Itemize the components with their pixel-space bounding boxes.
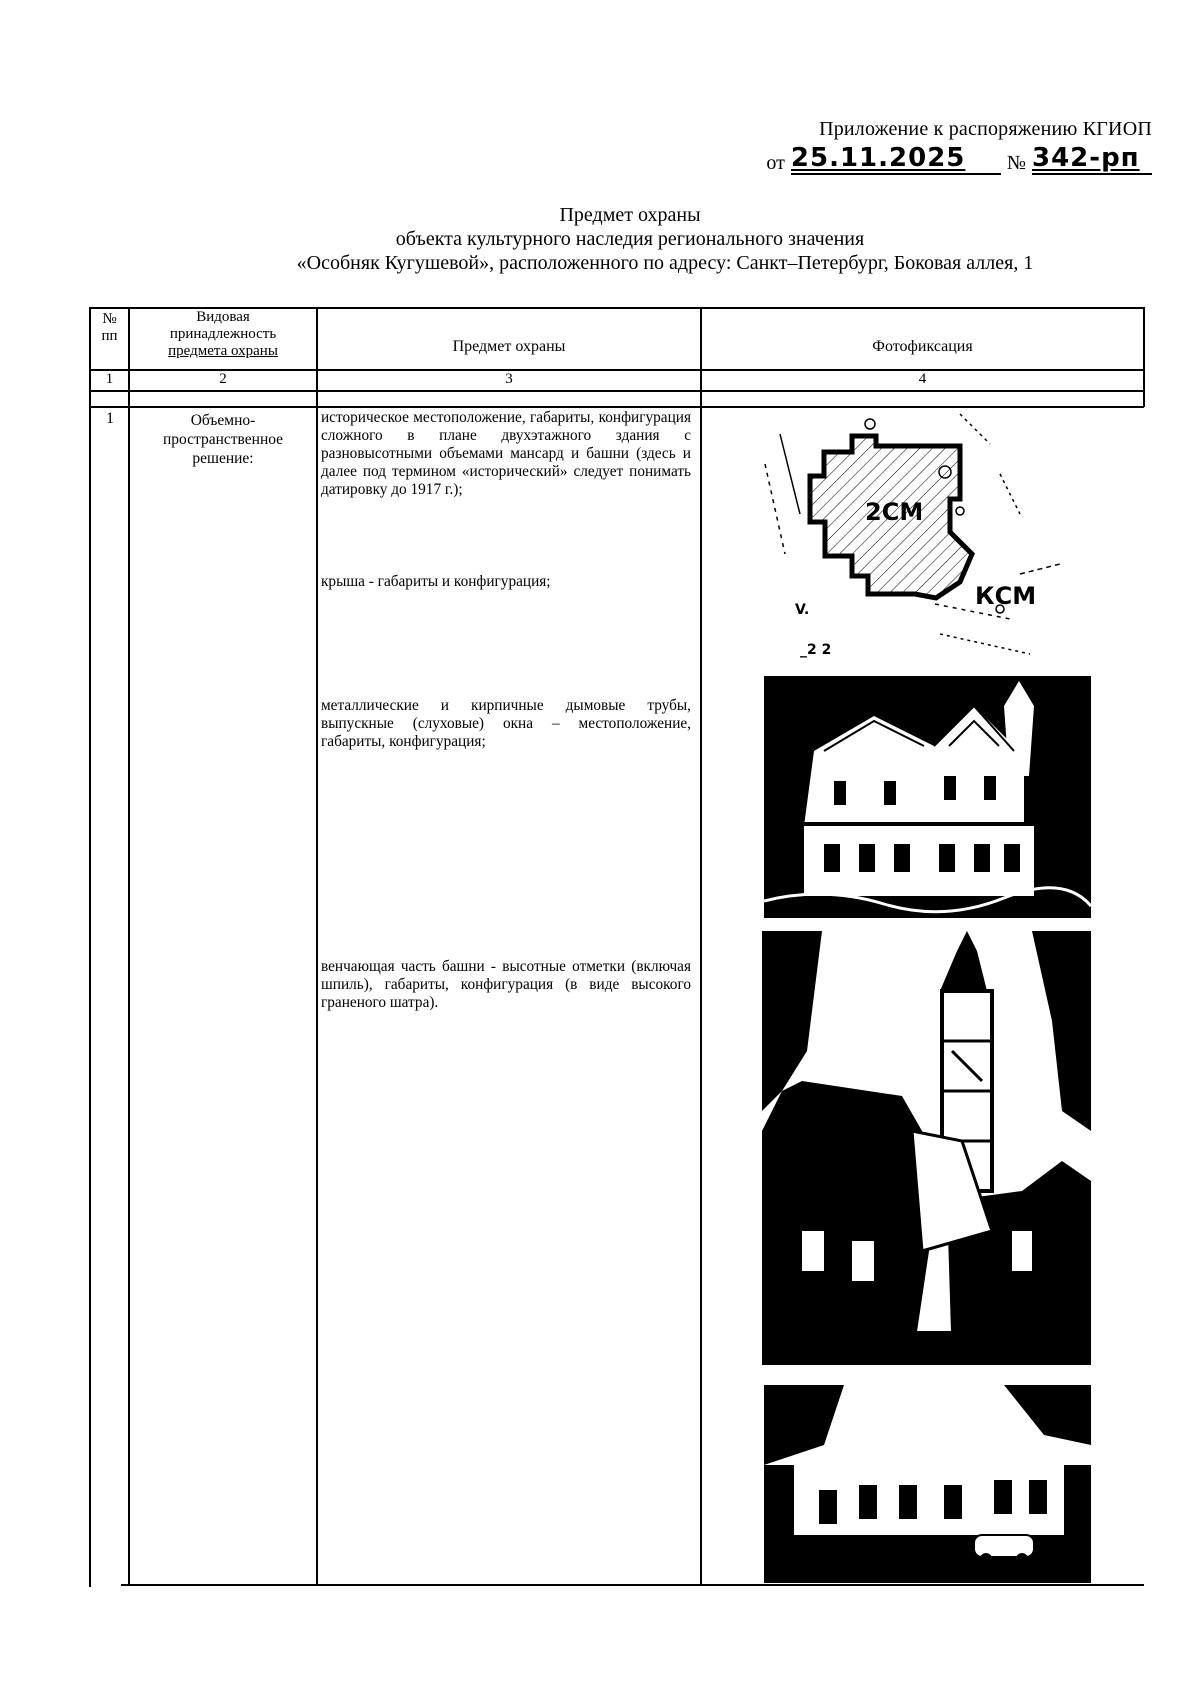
subject-item-roof: крыша - габариты и конфигурация; [321, 573, 551, 590]
header-kind: Видовая принадлежность предмета охраны [168, 309, 278, 359]
tower-photo [762, 931, 1091, 1365]
col-number-3: 3 [505, 371, 513, 387]
order-date-number [732, 143, 1152, 175]
order-reference [732, 118, 1152, 175]
plan-label-main: 2СМ [865, 498, 924, 526]
col-divider-3 [700, 307, 702, 1584]
header-num: № пп [101, 311, 118, 344]
number-label: № [1006, 152, 1026, 174]
building-photo [764, 676, 1091, 918]
header-subject: Предмет охраны [452, 338, 566, 355]
col-number-1: 1 [105, 371, 114, 387]
col-divider-2 [316, 307, 318, 1584]
col-number-4: 4 [918, 371, 927, 387]
table-left-border [89, 307, 91, 1587]
table-right-border [1143, 307, 1145, 407]
table-bottom-border [121, 1584, 1144, 1586]
table-colnum-bottom [89, 390, 1144, 392]
row-kind: Объемно- пространственное решение: [162, 412, 284, 467]
col-divider-1 [128, 307, 130, 1584]
header-photo: Фотофиксация [872, 338, 973, 355]
from-label: от [766, 152, 785, 174]
plan-scheme-image [760, 404, 1090, 660]
subject-item-location: историческое местоположение, габариты, конфигурация сложного в плане двухэтажного здания с разновысотными объемами мансард и башни (здесь и далее под термином «исторический» следует понимать датировку до 1917 г.); [321, 409, 691, 498]
plan-label-side: КСМ [975, 582, 1037, 610]
title-line-2: объекта культурного наследия регионального значения [395, 228, 865, 250]
svg-text:V.: V. [795, 602, 810, 618]
title-line-3: «Особняк Кугушевой», расположенного по адресу: Санкт–Петербург, Боковая аллея, 1 [296, 252, 1034, 274]
appendix-title: Приложение к распоряжению КГИОП [819, 118, 1152, 140]
title-line-1: Предмет охраны [559, 204, 701, 226]
row-number: 1 [106, 410, 114, 427]
facade-photo [764, 1385, 1091, 1583]
plan-label-bottom: _2 2 [800, 642, 832, 658]
subject-item-tower-top: венчающая часть башни - высотные отметки (включая шпиль), габариты, конфигурация (в виде высокого граненого шатра). [321, 958, 691, 1011]
subject-item-chimneys: металлические и кирпичные дымовые трубы, выпускные (слуховые) окна – местоположение, габариты, конфигурация; [321, 697, 691, 750]
col-number-2: 2 [219, 371, 227, 387]
order-number: 342-рп [1032, 143, 1140, 173]
document-title [0, 203, 1200, 275]
order-date: 25.11.2025 [790, 143, 966, 173]
